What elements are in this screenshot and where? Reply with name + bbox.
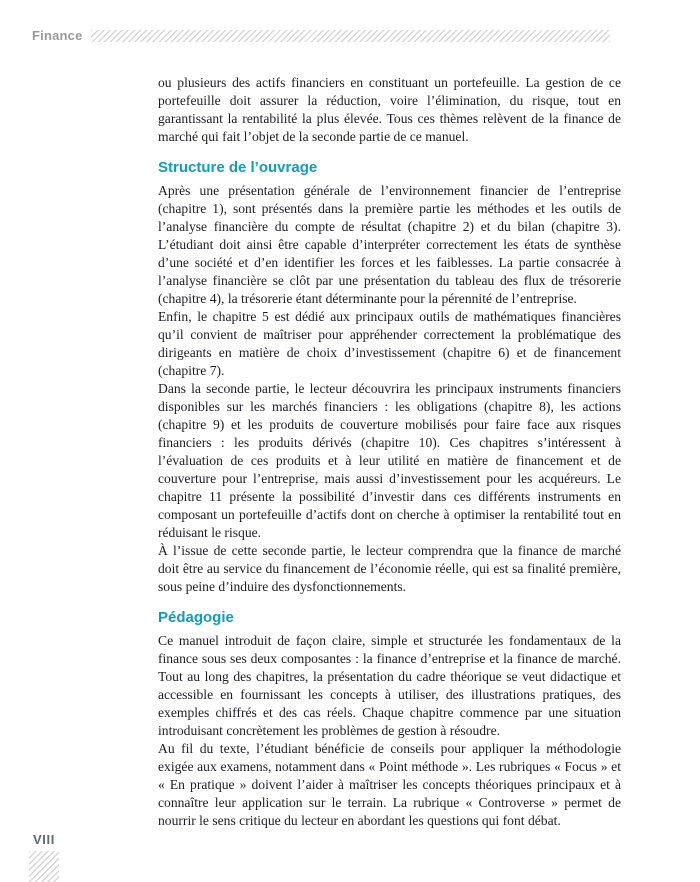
running-head-label: Finance bbox=[32, 28, 83, 43]
footer-hatch-patch bbox=[29, 851, 59, 882]
hatch-pattern-band bbox=[91, 30, 610, 42]
page-header bbox=[32, 29, 610, 43]
paragraph: Au fil du texte, l’étudiant bénéficie de conseils pour appliquer la méthodologie exigée aux examens, notamment dans « Point méthode ». Les rubriques « Focus » et « En pratique » doivent l’aider à maîtriser les concepts théoriques principaux et à connaître leur application sur le terrain. La rubrique « Controverse » permet de nourrir le sens critique du lecteur en abordant les questions qui font débat. bbox=[158, 741, 621, 828]
paragraph: Après une présentation générale de l’environnement financier de l’entreprise (chapitre 1), sont présentés dans la première partie les méthodes et les outils de l’analyse financière du compte de résultat (chapitre 2) et du bilan (chapitre 3). L’étudiant doit ainsi être capable d’interpréter correctement les états de synthèse d’une société et d’en identifier les forces et les faiblesses. La partie consacrée à l’analyse financière se clôt par une présentation du tableau des flux de trésorerie (chapitre 4), la trésorerie étant déterminante pour la pérennité de l’entreprise. bbox=[158, 183, 621, 306]
section-heading-structure: Structure de l’ouvrage bbox=[158, 159, 318, 176]
section-heading-pedagogie: Pédagogie bbox=[158, 609, 234, 626]
page-number: VIII bbox=[33, 832, 55, 847]
intro-paragraph: ou plusieurs des actifs financiers en constituant un portefeuille. La gestion de ce portefeuille doit assurer la réduction, voire l’élimination, du risque, tout en garantissant la rentabilité la plus élevée. Tous ces thèmes relèvent de la finance de marché qui fait l’objet de la seconde partie de ce manuel. bbox=[158, 75, 621, 144]
paragraph: Enfin, le chapitre 5 est dédié aux principaux outils de mathématiques financières qu’il convient de maîtriser pour appréhender correctement la problématique des dirigeants en matière de choix d’investissement (chapitre 6) et de financement (chapitre 7). bbox=[158, 309, 621, 378]
content-column bbox=[158, 74, 621, 830]
paragraph: Dans la seconde partie, le lecteur découvrira les principaux instruments financiers disponibles sur les marchés financiers : les obligations (chapitre 8), les actions (chapitre 9) et les produits de couverture mobilisés pour faire face aux risques financiers : les produits dérivés (chapitre 10). Ces chapitres s’intéressent à l’évaluation de ces produits et à leur utilité en matière de financement et de couverture pour l’entreprise, mais aussi d’investissement pour les acquéreurs. Le chapitre 11 présente la possibilité d’investir dans ces différents instruments en composant un portefeuille d’actifs dont on cherche à optimiser la rentabilité tout en réduisant le risque. bbox=[158, 381, 621, 540]
paragraph: Ce manuel introduit de façon claire, simple et structurée les fondamentaux de la finance sous ses deux composantes : la finance d’entreprise et la finance de marché. Tout au long des chapitres, la présentation du cadre théorique se veut didactique et accessible en fournissant les concepts à utiliser, des illustrations pratiques, des exemples chiffrés et des cas réels. Chaque chapitre commence par une situation introduisant concrètement les problèmes de gestion à résoudre. bbox=[158, 633, 621, 738]
paragraph: À l’issue de cette seconde partie, le lecteur comprendra que la finance de marché doit être au service du financement de l’économie réelle, qui est sa finalité première, sous peine d’induire des dysfonctionnements. bbox=[158, 543, 621, 594]
